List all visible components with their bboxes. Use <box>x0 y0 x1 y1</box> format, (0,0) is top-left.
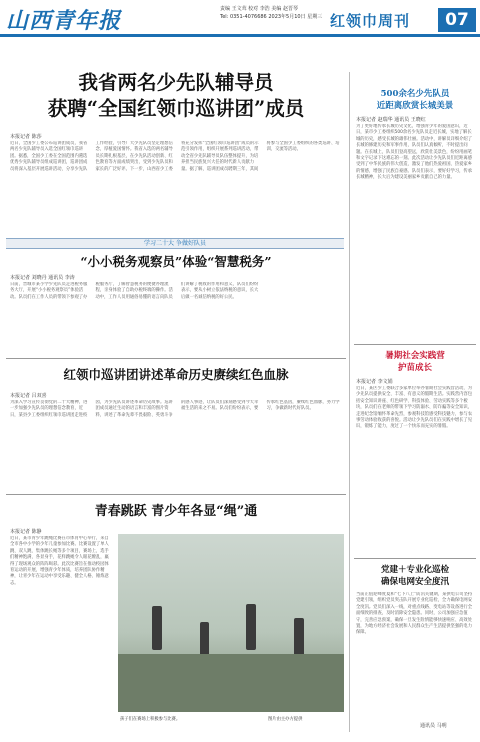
story3-byline: 本报记者 吕双喜 <box>10 393 47 399</box>
meta-editors: 责编 王文茸 校对 李浩 美编 赵晋琴 <box>220 6 298 12</box>
masthead-meta <box>220 5 322 21</box>
child-figure <box>152 606 162 650</box>
side1-headline <box>354 88 476 112</box>
masthead-rule <box>0 34 480 37</box>
photo-credit: 图片由主办方提供 <box>268 717 303 722</box>
court-ground <box>118 654 344 712</box>
side3-body: 当前正值迎峰度夏和“七下八上”防汛关键期，某供电公司坚持党建引领，组织党员突击队开展专业化巡检，全力确保电网安全度汛。党员们深入一线，对重点线路、变电站等设备进行全面细致的排查，及时消除安全隐患。同时，公司加强应急值守，完善应急预案，确保一旦发生险情能够快速响应、高效处置，为地方经济社会发展和人民群众生产生活提供坚强的电力保障。 <box>356 592 473 636</box>
side1-headline-line1: 500余名少先队员 <box>380 89 450 99</box>
side3-headline-line2: 确保电网安全度汛 <box>380 577 449 587</box>
side1-headline-line2: 近距离欣赏长城美景 <box>376 101 454 111</box>
lead-headline-line2: 获聘“全国红领巾巡讲团”成员 <box>47 97 305 120</box>
story2-headline: “小小税务观察员”体验“智慧税务” <box>80 254 272 269</box>
story2-body: 日前，晋城市某小学少先队员走进税务服务大厅，开展“小小税务观察员”体验活动。队员们在工作人员的带领下参观了办税服务厅，了解智慧税务的便捷办理流程，亲身体验了自助办税终端的操作。活动中，工作人员用通俗易懂的语言向队员们讲解了税收的作用和意义，队员们纷纷表示，要从小树立依法纳税的意识，长大后做一名诚信纳税的好公民。 <box>10 282 259 300</box>
side2-headline-line1: 暑期社会实践营 <box>385 351 445 361</box>
side3-headline-line1: 党建＋专业化巡检 <box>380 565 449 575</box>
side1-body: 为了更好地传承长城历史文化，增强青少年的爱国意识，近日，某市少工委组织500余名少先队员走近长城，实地了解长城的历史，感受长城的雄伟壮丽。活动中，讲解员详细介绍了长城的修建历史和军事作用，队员们认真倾听，不时提出问题。在长城上，队员们登高望远，欣赏壮美景色，纷纷用画笔和文字记录下这难忘的一刻。此次活动让少先队员们近距离感受到了中华民族的伟大创造，激发了他们热爱祖国、热爱家乡的情感，增强了民族自豪感。队员们表示，要好好学习，传承长城精神，长大后为建设美丽家乡贡献自己的力量。 <box>356 124 473 181</box>
story4-body: 近日，某市青少年跳绳比赛在市体育中心举行，来自全市各中小学的少年儿童参加比赛。比赛设置了单人跳、双人跳、集体跳长绳等多个项目，赛场上，选手们精神饱满，各显身手，花样跳绳令人眼花缭乱，赢得了现场观众的阵阵喝彩。此次比赛旨在推动校园体育运动的开展，增强青少年体质，培养团队协作精神，让青少年在运动中享受乐趣、健全人格、锤炼意志。 <box>10 536 109 586</box>
story2-byline: 本报记者 刘晓丹 通讯员 李涛 <box>10 275 75 281</box>
side2-body: 近日，某区少工委联合多家单位举办暑期社会实践营活动，为少先队员提供安全、丰富、有意义的假期生活。实践营内容包括安全知识讲座、红色研学、科技体验、劳动实践等多个板块，队员们在老师的带领下学习防溺水、防诈骗等安全知识，走进纪念馆缅怀革命先烈，参观科技馆感受科技魅力，参与农事劳动体验收获的喜悦。活动让少先队员们在实践中增长了见识，锻炼了能力，度过了一个快乐而充实的暑假。 <box>356 386 473 430</box>
side2-headline-line2: 护苗成长 <box>397 363 432 373</box>
lead-headline-line1: 我省两名少先队辅导员 <box>78 71 274 94</box>
lead-byline: 本报记者 陈莎 <box>10 134 42 140</box>
side2-byline: 本报记者 李文娟 <box>356 379 393 385</box>
side-divider <box>354 344 476 345</box>
side3-byline: 通讯员 马明 <box>420 723 447 729</box>
child-figure <box>246 604 256 650</box>
side2-headline <box>354 350 476 374</box>
story-divider <box>6 358 346 359</box>
page-number: 07 <box>438 8 476 32</box>
lead-headline <box>6 70 346 122</box>
jump-rope-photo <box>118 534 344 712</box>
lead-body: 近日，全国少工委公布巡讲团成员，我省两名少先队辅导员入选全国红领巾巡讲团。据悉，全国少工委在全国范围内遴选优秀少先队辅导员组成巡讲团，巡讲团成员将深入基层开展巡讲活动，分享少先队工作经验，引导广大少先队员坚定理想信念，厚植爱国情怀。我省入选的两名辅导员长期扎根基层，在少先队活动创新、红色教育等方面成绩突出，受到少先队员和家长的广泛好评。下一步，山西省少工委将充分发挥“全国红领巾巡讲团”成员的示范引领作用，组织开展系列巡讲活动，带动全省少先队辅导员队伍整体提升，为培养担当民族复兴大任的时代新人贡献力量。据了解，巡讲团成员聘期三年，其间将参与全国少工委组织的各类巡讲、培训、交流等活动。 <box>10 141 340 172</box>
story4-byline: 本报记者 陈静 <box>10 529 42 535</box>
story3-headline: 红领巾巡讲团讲述革命历史赓续红色血脉 <box>63 367 289 382</box>
story3-body: 为深入学习宣传贯彻党的二十大精神，进一步加强少先队员的理想信念教育，近日，某县少工委组织红领巾巡讲团走进校园，为少先队员讲述革命历史故事。巡讲团成员通过生动的语言和丰富的图片资料，讲述了革命先辈不畏艰险、英勇斗争的感人事迹，让队员们深刻感受到今天幸福生活的来之不易。队员们纷纷表示，要传承红色基因，赓续红色血脉，努力学习，争做新时代好队员。 <box>10 400 340 418</box>
meta-contact-date: Tel: 0351-4076686 2023年5月10日 星期三 <box>220 14 323 20</box>
side3-headline <box>354 564 476 588</box>
section-name: 红领巾周刊 <box>330 12 411 30</box>
story-divider <box>6 494 346 495</box>
side1-byline: 本报记者 赵瑞华 通讯员 王晓红 <box>356 117 426 123</box>
story4-headline: 青春跳跃 青少年各显“绳”通 <box>94 504 258 519</box>
photo-caption: 孩子们在赛场上积极参与比赛。 <box>120 717 181 722</box>
side-divider <box>354 558 476 559</box>
section-banner: 学习二十大 争做好队员 <box>6 238 344 249</box>
column-divider <box>349 72 350 732</box>
newspaper-logo: 山西青年报 <box>6 8 122 34</box>
